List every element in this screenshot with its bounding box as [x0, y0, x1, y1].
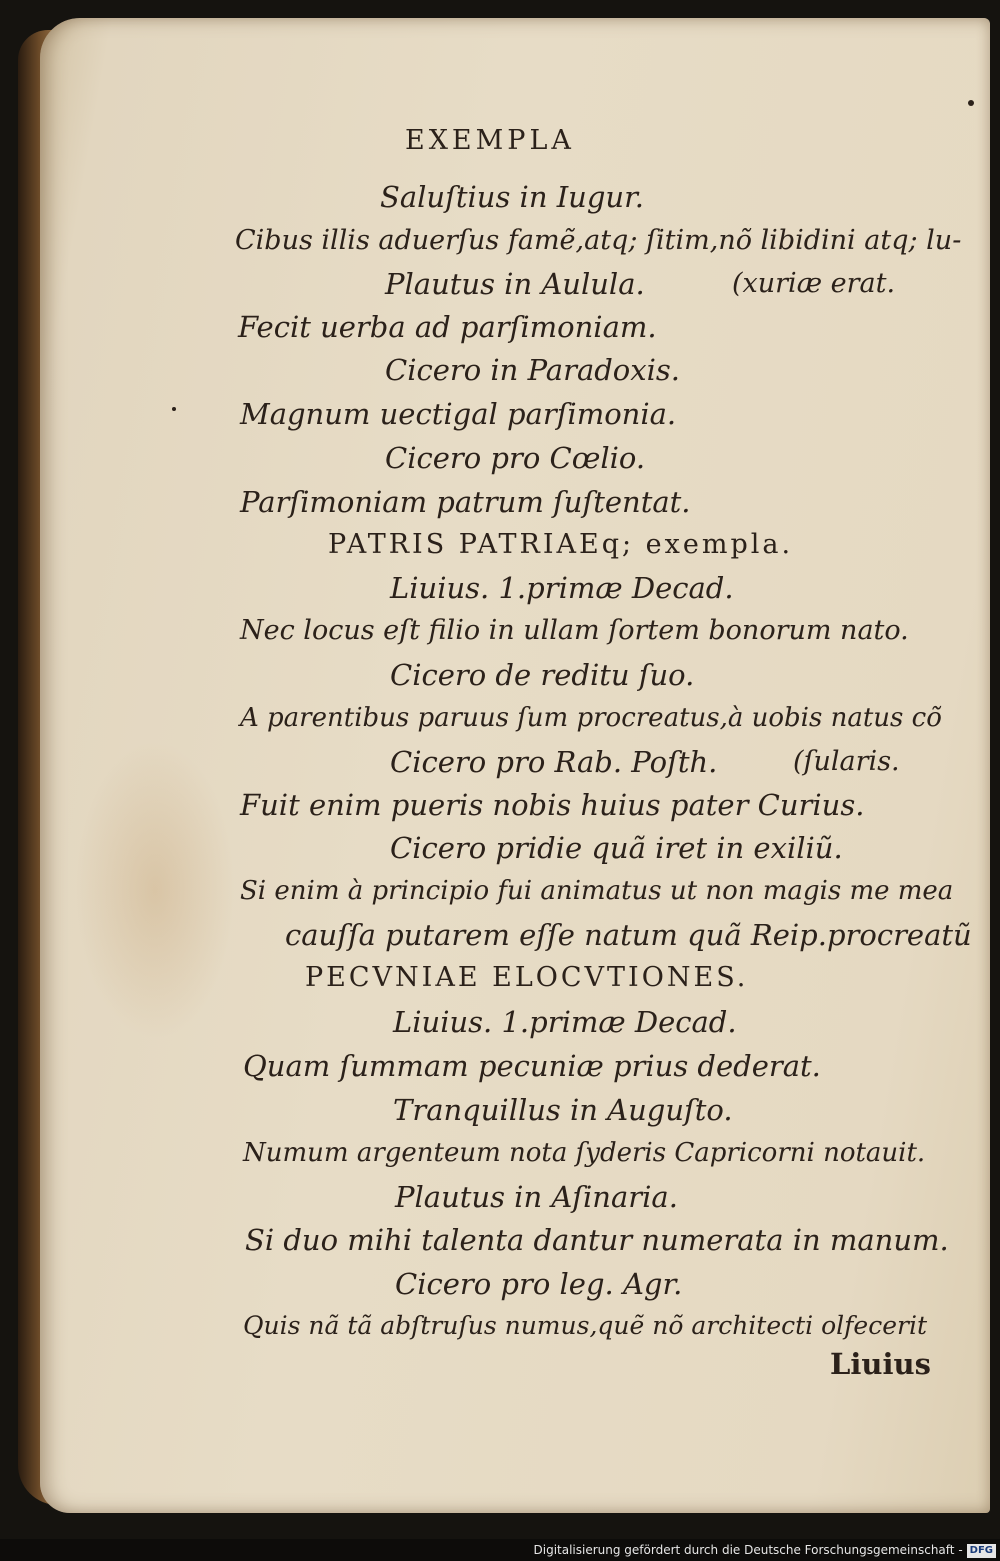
text-line: Saluſtius in Iugur. [380, 180, 644, 214]
text-line: Liuius. 1.primæ Decad. [390, 571, 734, 605]
text-line: Cicero in Paradoxis. [385, 353, 680, 387]
text-line: Fuit enim pueris nobis huius pater Curius. [240, 788, 865, 822]
ink-speck [172, 407, 176, 411]
catchword: Liuius [830, 1347, 931, 1381]
running-header: EXEMPLA [405, 125, 575, 156]
text-line: Liuius. 1.primæ Decad. [393, 1005, 737, 1039]
text-line: Cicero pro leg. Agr. [395, 1267, 683, 1301]
text-line: Quis nã tã abſtruſus numus,quẽ nõ architecti olfecerit [243, 1311, 928, 1340]
digitization-footer [0, 1539, 1000, 1561]
text-line: Plautus in Aſinaria. [395, 1180, 678, 1214]
text-line: Numum argenteum nota ſyderis Capricorni notauit. [243, 1138, 926, 1168]
text-line: Parſimoniam patrum ſuſtentat. [240, 485, 691, 519]
text-line: Cicero de reditu ſuo. [390, 658, 695, 692]
text-line: Quam ſummam pecuniæ prius dederat. [243, 1049, 821, 1083]
text-line: Cicero pro Rab. Poſth. [390, 745, 718, 779]
text-line: A parentibus paruus ſum procreatus,à uobis natus cõ [240, 703, 942, 733]
text-line: Si duo mihi talenta dantur numerata in manum. [245, 1223, 949, 1257]
ink-speck [968, 100, 974, 106]
text-line: Fecit uerba ad parſimoniam. [238, 310, 657, 344]
text-line: cauſſa putarem eſſe natum quã Reip.procreatũ [285, 918, 972, 952]
water-stain [75, 740, 235, 1040]
text-line: (ſularis. [793, 746, 900, 777]
text-line: Cicero pro Cœlio. [385, 441, 646, 475]
text-line: Cicero pridie quã iret in exiliũ. [390, 831, 843, 865]
footer-credit: Digitalisierung gefördert durch die Deutsche Forschungsgemeinschaft - [533, 1543, 963, 1557]
dfg-logo: DFG [967, 1544, 996, 1558]
text-line: Cibus illis aduerſus famẽ,atq; ſitim,nõ libidini atq; lu- [235, 225, 962, 256]
text-line: Nec locus eſt filio in ullam ſortem bonorum nato. [240, 615, 909, 646]
text-line: Plautus in Aulula. [385, 267, 645, 301]
section-heading: PECVNIAE ELOCVTIONES. [305, 962, 749, 993]
text-line: Tranquillus in Auguſto. [393, 1093, 733, 1127]
text-line: Magnum uectigal parſimonia. [240, 397, 677, 431]
text-line: (xuriæ erat. [732, 268, 896, 299]
section-heading: PATRIS PATRIAEq; exempla. [328, 529, 794, 560]
text-line: Si enim à principio fui animatus ut non magis me mea [240, 876, 954, 906]
